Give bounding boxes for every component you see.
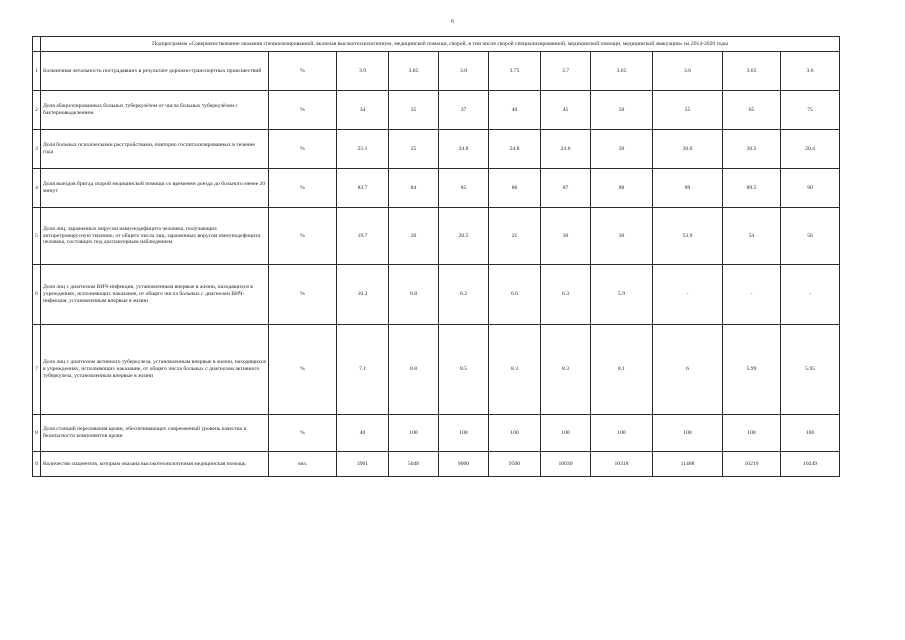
value-cell: 100 [723,415,781,452]
value-cell: 8.3 [541,325,591,415]
row-number-cell: 5 [33,208,41,265]
value-cell: 88 [591,169,653,208]
value-cell: 3.7 [541,52,591,91]
value-cell: 53.9 [653,208,723,265]
value-cell: 6.3 [541,265,591,325]
row-number-cell: 9 [33,452,41,477]
value-cell: 21 [489,208,541,265]
indicator-name-cell: Доля лиц, зараженных вирусом иммунодефицита человека, получающих антиретровирусную терапию, от общего числа лиц, зараженных вирусом иммунодефицита человека, состоящих под диспансерным наблюдением [41,208,269,265]
value-cell: 6 [653,325,723,415]
value-cell: 87 [541,169,591,208]
value-cell: 7.1 [337,325,389,415]
value-cell: 9500 [489,452,541,477]
indicator-name-cell: Доля станций переливания крови, обеспечивающих современный уровень качества и безопасности компонентов крови [41,415,269,452]
unit-cell: чел. [269,452,337,477]
table-row [33,325,840,415]
value-cell: 3.65 [723,52,781,91]
indicator-name-cell: Больничная летальность пострадавших в результате дорожно-транспортных происшествий [41,52,269,91]
value-cell: 5.99 [723,325,781,415]
value-cell: 20.5 [439,208,489,265]
table-row [33,208,840,265]
value-cell: 100 [653,415,723,452]
value-cell: 75 [781,91,840,130]
indicator-name-cell: Доля выездов бригад скорой медицинской помощи со временем доезда до больного менее 20 минут [41,169,269,208]
unit-cell: % [269,169,337,208]
value-cell: 89.5 [723,169,781,208]
value-cell: 86 [489,169,541,208]
value-cell: 9060 [439,452,489,477]
value-cell: 6.8 [389,265,439,325]
unit-cell: % [269,91,337,130]
heading-spacer-cell [33,37,41,52]
value-cell: 3.65 [591,52,653,91]
value-cell: 30 [591,208,653,265]
value-cell: 11468 [653,452,723,477]
value-cell: 24.8 [439,130,489,169]
value-cell: 25.1 [337,130,389,169]
value-cell: 100 [489,415,541,452]
value-cell: 100 [591,415,653,452]
table-row [33,415,840,452]
value-cell: 8.3 [489,325,541,415]
unit-cell: % [269,415,337,452]
value-cell: 10249 [781,452,840,477]
value-cell: 8.1 [591,325,653,415]
indicator-name-cell: Доля больных психическими расстройствами, повторно госпитализированных в течение года [41,130,269,169]
value-cell: 8.5 [439,325,489,415]
table-row [33,265,840,325]
value-cell: 10.2 [337,265,389,325]
value-cell: 35 [389,91,439,130]
value-cell: 20.5 [723,130,781,169]
value-cell: 20 [591,130,653,169]
row-number-cell: 7 [33,325,41,415]
value-cell: 85 [439,169,489,208]
value-cell: 100 [439,415,489,452]
indicator-name-cell: Доля абациллированных больных туберкулёзом от числа больных туберкулёзом с бактериовыделением [41,91,269,130]
value-cell: 3.8 [439,52,489,91]
value-cell: 54 [723,208,781,265]
value-cell: 20 [389,208,439,265]
value-cell: 40 [489,91,541,130]
value-cell: 6.2 [439,265,489,325]
value-cell: 65 [723,91,781,130]
value-cell: 100 [781,415,840,452]
value-cell: 24.6 [541,130,591,169]
unit-cell: % [269,208,337,265]
value-cell: 19.7 [337,208,389,265]
value-cell: 20.4 [781,130,840,169]
value-cell: - [781,265,840,325]
indicator-name-cell: Количество пациентов, которым оказана высокотехнологичная медицинская помощь [41,452,269,477]
unit-cell: % [269,130,337,169]
row-number-cell: 3 [33,130,41,169]
value-cell: 10318 [591,452,653,477]
value-cell: 3.6 [653,52,723,91]
unit-cell: % [269,265,337,325]
value-cell: 5.95 [781,325,840,415]
unit-cell: % [269,325,337,415]
value-cell: 100 [541,415,591,452]
subprogram-heading-row [33,37,840,52]
value-cell: 89 [653,169,723,208]
value-cell: 3.6 [781,52,840,91]
row-number-cell: 1 [33,52,41,91]
page-number: 6 [451,19,454,25]
value-cell: 3.85 [389,52,439,91]
value-cell: 83.7 [337,169,389,208]
value-cell: - [723,265,781,325]
indicator-name-cell: Доля лиц с диагнозом ВИЧ-инфекция, установленным впервые в жизни, находящихся в учреждениях, исполняющих наказание, от общего числа больных с диагнозом ВИЧ-инфекция, установленным впервые в жизни [41,265,269,325]
value-cell: 84 [389,169,439,208]
table-row [33,452,840,477]
value-cell: 55 [653,91,723,130]
value-cell: 25 [389,130,439,169]
value-cell: 30 [541,208,591,265]
value-cell: 37 [439,91,489,130]
value-cell: 56 [781,208,840,265]
value-cell: 5048 [389,452,439,477]
row-number-cell: 2 [33,91,41,130]
row-number-cell: 6 [33,265,41,325]
unit-cell: % [269,52,337,91]
indicators-table [32,36,840,477]
value-cell: 24.8 [489,130,541,169]
indicator-name-cell: Доля лиц с диагнозом активного туберкулеза, установленным впервые в жизни, находящихся в учреждениях, исполняющих наказание, от общего числа больных с диагнозом активного туберкулеза, установленным впервые в жизни [41,325,269,415]
value-cell: 40 [337,415,389,452]
value-cell: 6.6 [489,265,541,325]
row-number-cell: 4 [33,169,41,208]
subprogram-heading: Подпрограмма «Совершенствование оказания специализированной, включая высокотехнологичную, медицинской помощи, скорой, в том числе скорой специализированной, медицинской помощи, медицинской эвакуации» на 2014-2020 годы [41,37,840,52]
value-cell: 100 [389,415,439,452]
value-cell: - [653,265,723,325]
value-cell: 8.8 [389,325,439,415]
table-row [33,52,840,91]
table-row [33,169,840,208]
value-cell: 3901 [337,452,389,477]
value-cell: 34 [337,91,389,130]
value-cell: 3.9 [337,52,389,91]
value-cell: 90 [781,169,840,208]
row-number-cell: 8 [33,415,41,452]
value-cell: 20.6 [653,130,723,169]
table-row [33,91,840,130]
value-cell: 50 [591,91,653,130]
value-cell: 10219 [723,452,781,477]
table-row [33,130,840,169]
value-cell: 3.75 [489,52,541,91]
value-cell: 10030 [541,452,591,477]
value-cell: 45 [541,91,591,130]
value-cell: 5.9 [591,265,653,325]
